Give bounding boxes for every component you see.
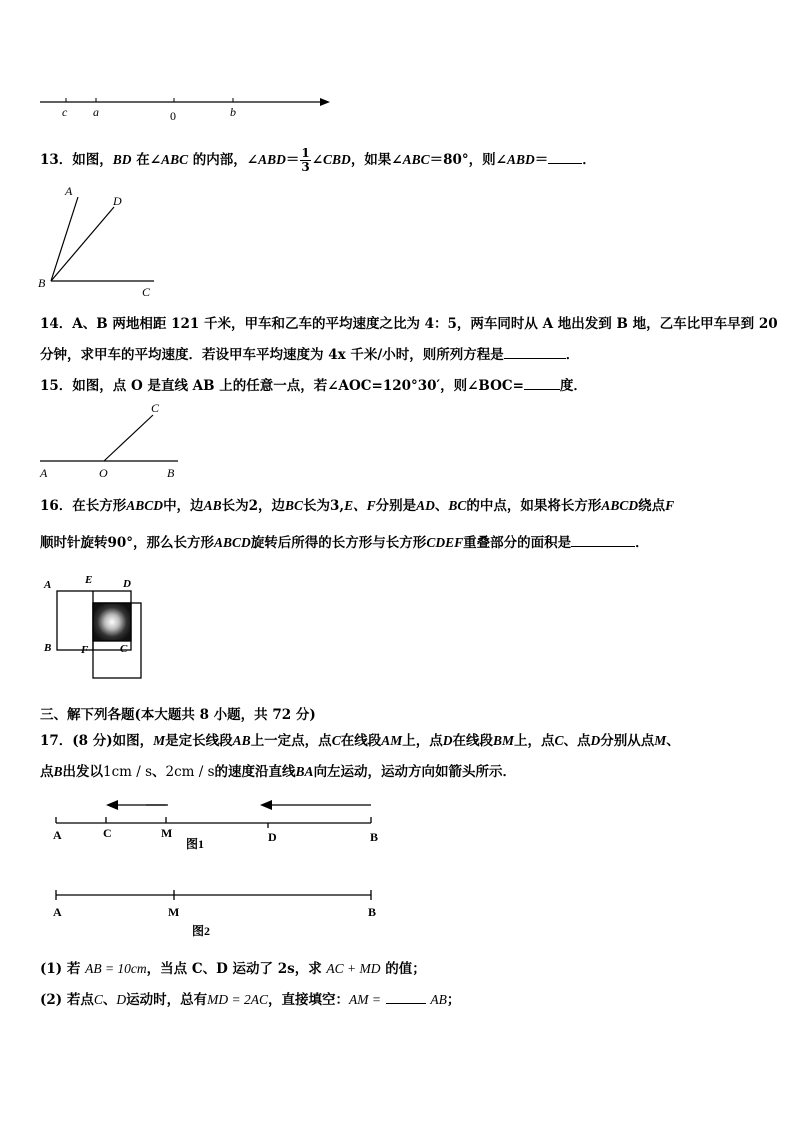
q16-answer-blank — [571, 534, 635, 547]
label-D: D — [113, 194, 122, 208]
ray-bd — [51, 207, 114, 281]
q16-line2: 顺时针旋转90°，那么长方形ABCD旋转后所得的长方形与长方形CDEF重叠部分的面积是 ． — [40, 535, 649, 551]
q13-figure — [36, 183, 166, 298]
number-line-arrowhead — [320, 98, 330, 106]
q17-answer-blank — [386, 991, 426, 1004]
label-B: B — [44, 642, 52, 654]
q17-figure-1 — [46, 795, 396, 857]
label-B: B — [167, 466, 175, 480]
label-B: B — [370, 830, 379, 844]
label-A: A — [53, 828, 62, 842]
figure-1-caption: 图1 — [186, 837, 205, 851]
label-a: a — [93, 105, 99, 119]
q17-figure-2 — [46, 885, 396, 943]
fraction-one-third: $\frac{1}{3}$ — [301, 146, 310, 174]
figure-2-caption: 图2 — [192, 924, 211, 938]
q17-part1: (1) 若 AB = 10cm，当点 C、D 运动了 2s，求 AC + MD 的值； — [40, 961, 426, 977]
label-E: E — [85, 574, 93, 586]
label-D: D — [123, 578, 131, 590]
label-A: A — [65, 184, 73, 198]
label-A: A — [44, 579, 52, 591]
label-B: B — [38, 276, 46, 290]
q17-line2: 点B出发以1cm / s、2cm / s的速度沿直线BA向左运动，运动方向如箭头所示． — [40, 764, 517, 780]
q13-answer-blank — [548, 151, 582, 164]
label-C: C — [151, 401, 160, 415]
overlap-region — [93, 603, 131, 641]
q14-answer-blank — [504, 346, 566, 359]
q14-line1: 14．A、B 两地相距 121 千米，甲车和乙车的平均速度之比为 4：5，两车同时从 A 地出发到 B 地，乙车比甲车早到 20 — [40, 316, 778, 332]
label-C: C — [103, 826, 112, 840]
q15-answer-blank — [524, 377, 560, 390]
label-D: D — [268, 830, 277, 844]
label-c: c — [62, 105, 68, 119]
label-M: M — [161, 826, 173, 840]
q14-line2: 分钟，求甲车的平均速度．若设甲车平均速度为 4x 千米/小时，则所列方程是 ． — [40, 347, 580, 363]
q17-part2: (2) 若点C、D运动时，总有MD = 2AC，直接填空：AM = AB； — [40, 992, 461, 1008]
label-C: C — [120, 643, 128, 655]
label-0: 0 — [170, 109, 176, 122]
ray-oc — [104, 415, 153, 461]
q15-figure — [36, 398, 186, 482]
label-M: M — [168, 905, 180, 919]
arrow-c-head — [106, 800, 118, 810]
label-A: A — [40, 466, 48, 480]
label-b: b — [230, 105, 236, 119]
label-A: A — [53, 905, 62, 919]
label-C: C — [142, 285, 151, 298]
ray-ba — [51, 197, 78, 281]
label-F: F — [81, 644, 89, 656]
label-B: B — [368, 905, 377, 919]
q16-line1: 16．在长方形ABCD中，边AB长为2，边BC长为3,E、F分别是AD、BC的中点，如果将长方形ABCD绕点F — [40, 498, 675, 514]
q15-text: 15．如图，点 O 是直线 AB 上的任意一点，若∠AOC=120°30′，则∠BOC= 度． — [40, 378, 587, 394]
section-3-title: 三、解下列各题(本大题共 8 小题，共 72 分) — [40, 707, 316, 723]
q13-text: 13．如图，BD 在∠ABC 的内部，∠ABD＝ $\frac{1}{3}$ ∠CBD，如果∠ABC＝80°，则∠ABD＝ ． — [40, 146, 596, 174]
top-number-line — [36, 90, 336, 122]
q16-figure — [40, 570, 160, 682]
label-O: O — [99, 466, 108, 480]
arrow-d-head — [260, 800, 272, 810]
q17-line1: 17．(8 分)如图，M是定长线段AB上一定点，点C在线段AM上，点D在线段BM上，点C、点D分别从点M、 — [40, 733, 680, 749]
